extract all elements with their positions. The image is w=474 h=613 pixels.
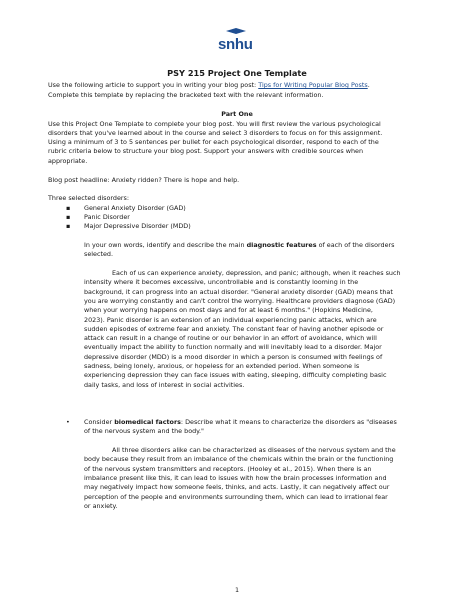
- instructions-line: Using a minimum of 3 to 5 sentences per bullet for each psychological disorder, respond to each of the: [48, 138, 379, 147]
- answer-line: body because they result from an imbalance of the chemicals within the brain or the functioning: [84, 455, 394, 464]
- answer-line: imbalance present like this, it can lead to issues with how the brain processes information and: [84, 473, 387, 482]
- intro-line-1: [48, 81, 370, 90]
- biomedical-prompt-prefix: Consider: [84, 418, 115, 426]
- answer-line: Each of us can experience anxiety, depression, and panic; although, when it reaches such: [112, 269, 401, 277]
- instructions-line: Use this Project One Template to complete your blog post. You will first review the various psychological: [48, 119, 381, 128]
- bullet-icon: •: [66, 418, 70, 426]
- answer-line: may negatively impact how someone feels, thinks, and acts. Lastly, it can negatively affect our: [84, 483, 390, 492]
- answer-line: when your worrying happens on most days and for at least 6 months." (Hopkins Medicine,: [84, 306, 373, 315]
- intro-prefix: Use the following article to support you in writing your blog post:: [48, 81, 257, 89]
- answer-line: of the nervous system transmitters and receptors. (Hooley et al., 2015). When there is an: [84, 464, 372, 473]
- answer-line: background, it can progress into an actual disorder. "General anxiety disorder (GAD) means that: [84, 287, 393, 296]
- bullet-icon: ▪: [66, 203, 71, 212]
- instructions-line: appropriate.: [48, 156, 88, 165]
- bullet-icon: ▪: [66, 212, 71, 221]
- answer-line: eventually impact the ability to function normally and will inevitably lead to a disorder. Major: [84, 343, 382, 352]
- answer-line: All three disorders alike can be characterized as diseases of the nervous system and the: [112, 446, 396, 454]
- bullet-icon: ▪: [66, 222, 71, 231]
- biomedical-prompt-line-1: [84, 418, 397, 427]
- biomedical-prompt-bold: biomedical factors: [114, 418, 181, 426]
- page-number: 1: [234, 586, 240, 594]
- answer-line: 2023). Panic disorder is an extension of an individual experiencing panic attacks, which are: [84, 315, 377, 324]
- diagnostic-prompt-suffix: of each of the disorders: [316, 241, 395, 249]
- disorder-item: Major Depressive Disorder (MDD): [84, 222, 191, 231]
- biomedical-prompt-line-2: of the nervous system and the body.": [84, 427, 204, 436]
- graduation-cap-icon: [226, 28, 246, 36]
- document-title: PSY 215 Project One Template: [167, 68, 307, 78]
- answer-line: sudden episodes of extreme fear and anxiety. The constant fear of having another episode or: [84, 324, 384, 333]
- intro-suffix: .: [367, 81, 370, 89]
- answer-line: depressive disorder (MDD) is a mood disorder in which a person is consumed with feelings of: [84, 352, 383, 361]
- intro-line-2: Complete this template by replacing the bracketed text with the relevant information.: [48, 90, 324, 99]
- diagnostic-prompt-line-1: [84, 241, 394, 250]
- blog-headline: Blog post headline: Anxiety ridden? There is hope and help.: [48, 175, 240, 184]
- answer-line: perception of the people and environments surrounding them, which can lead to irrational fear: [84, 492, 388, 501]
- answer-line: intensity where it becomes excessive, uncontrollable and is constantly looming in the: [84, 278, 359, 287]
- diagnostic-prompt-prefix: In your own words, identify and describe the main: [84, 241, 247, 249]
- blog-tips-link[interactable]: Tips for Writing Popular Blog Posts: [258, 81, 368, 89]
- answer-line: experiencing depression they can face issues with eating, sleeping, difficulty completing basic: [84, 371, 387, 380]
- answer-line: daily tasks, and loss of interest in social activities.: [84, 380, 245, 389]
- snhu-logo: snhu: [218, 36, 253, 53]
- diagnostic-prompt-bold: diagnostic features: [246, 241, 317, 249]
- disorder-item: General Anxiety Disorder (GAD): [84, 203, 186, 212]
- disorders-label: Three selected disorders:: [48, 194, 130, 202]
- answer-line: or anxiety.: [84, 501, 118, 510]
- instructions-line: disorders that you've learned about in the course and select 3 disorders to focus on for this assignment.: [48, 128, 383, 137]
- disorder-item: Panic Disorder: [84, 212, 130, 221]
- instructions-line: rubric criteria below to structure your blog post. Support your answers with credible sources when: [48, 147, 364, 156]
- part-one-heading: Part One: [221, 110, 253, 118]
- answer-line: sadness, being lonely, anxious, or hopeless for an extended period. When someone is: [84, 362, 360, 370]
- answer-line: you are worrying constantly and can't control the worrying. Healthcare providers diagnose (GAD): [84, 296, 396, 305]
- diagnostic-prompt-line-2: selected.: [84, 250, 114, 259]
- biomedical-prompt-suffix: : Describe what it means to characterize the disorders as "diseases: [180, 418, 397, 426]
- answer-line: attack can result in a change of routine or our behavior in an effort of avoidance, which will: [84, 334, 377, 343]
